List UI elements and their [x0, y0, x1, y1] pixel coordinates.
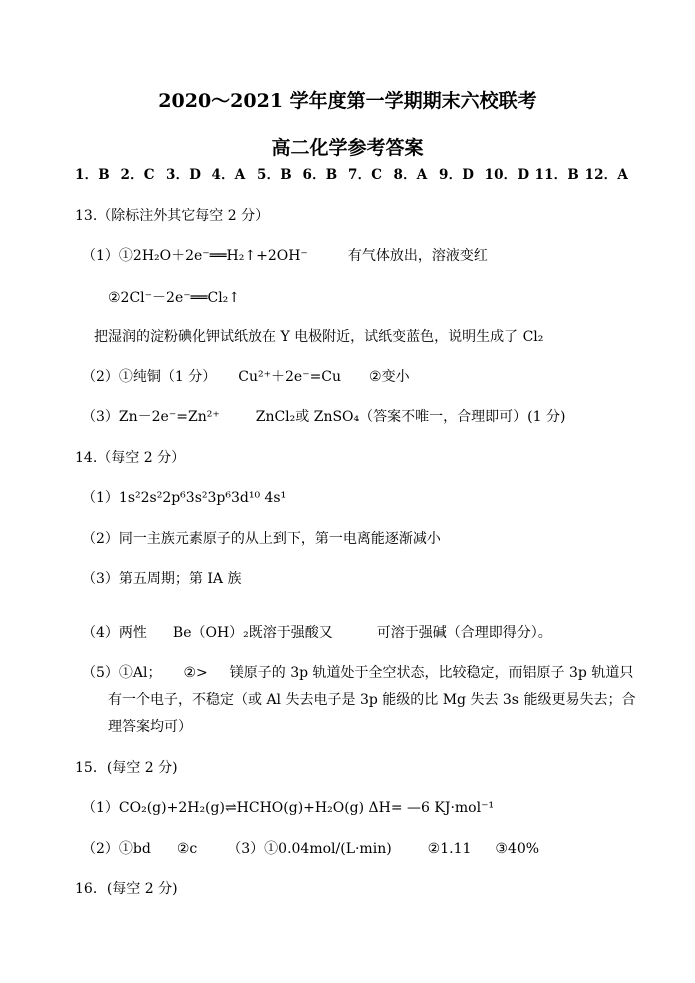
answer-12: 12．A [584, 167, 629, 183]
q14-p5-a: （5）①Al； [82, 665, 162, 681]
q13-part1-line2: ②2Cl⁻－2e⁻══Cl₂↑ [108, 290, 241, 306]
q13-p2-a: （2）①纯铜（1 分） [82, 369, 217, 385]
q13-p3-a: （3）Zn－2e⁻=Zn²⁺ [82, 409, 220, 425]
q16-header: 16．(每空 2 分) [75, 881, 178, 897]
q14-part5-line1 [82, 663, 635, 683]
q14-p4-b: Be（OH）₂既溶于强酸又 [172, 625, 333, 641]
document-title: 2020～2021 学年度第一学期期末六校联考 [158, 90, 537, 112]
answer-1: 1．B [75, 167, 110, 183]
q14-header: 14.（每空 2 分） [75, 450, 186, 466]
q13-part2 [82, 367, 635, 387]
q14-p4-c: 可溶于强碱（合理即得分）。 [376, 625, 552, 641]
q14-part1: （1）1s²2s²2p⁶3s²3p⁶3d¹⁰ 4s¹ [82, 490, 287, 506]
answer-7: 7．C [348, 167, 383, 183]
q14-part5-line3: 理答案均可） [108, 719, 192, 735]
q14-part5-line2: 有一个电子，不稳定（或 Al 失去电子是 3p 能级的比 Mg 失去 3s 能级更易失去；合 [108, 692, 636, 708]
answer-6: 6．B [302, 167, 338, 183]
q13-p2-c: ②变小 [369, 369, 410, 385]
q13-header: 13.（除标注外其它每空 2 分） [75, 208, 270, 224]
q13-p3-b: ZnCl₂或 ZnSO₄（答案不唯一，合理即可）(1 分) [255, 409, 566, 425]
answer-9: 9．D [439, 167, 475, 183]
q14-p5-c: 镁原子的 3p 轨道处于全空状态，比较稳定，而铝原子 3p 轨道只 [229, 665, 634, 681]
q15-p2-a: （2）①bd [82, 841, 151, 857]
q15-header: 15．(每空 2 分) [75, 760, 178, 776]
q14-part4 [82, 623, 635, 643]
q14-p5-b: ②> [183, 665, 208, 681]
answer-2: 2．C [120, 167, 155, 183]
document-subtitle: 高二化学参考答案 [271, 137, 424, 159]
choice-answers-row [75, 165, 635, 185]
q13-part1-line1 [82, 246, 635, 266]
answer-3: 3．D [166, 167, 202, 183]
q15-p2-b: ②c [176, 841, 198, 857]
q15-p3-a: （3）①0.04mol/(L·min) [227, 841, 392, 857]
q14-p4-a: （4）两性 [82, 625, 147, 641]
answer-10: 10．D [484, 167, 530, 183]
q15-p3-b: ②1.11 [427, 841, 472, 857]
answer-11: 11．B [534, 167, 579, 183]
q13-p1-equation: （1）①2H₂O＋2e⁻══H₂↑+2OH⁻ [82, 248, 308, 264]
q14-part2: （2）同一主族元素原子的从上到下，第一电离能逐渐减小 [82, 531, 441, 547]
q13-p1-observation: 有气体放出，溶液变红 [347, 248, 488, 264]
q13-part3 [82, 407, 635, 427]
q15-part1: （1）CO₂(g)+2H₂(g)⇌HCHO(g)+H₂O(g) ΔH= —6 KJ·mol⁻¹ [82, 800, 495, 816]
q14-part3: （3）第五周期；第 IA 族 [82, 571, 242, 587]
q13-p2-b: Cu²⁺＋2e⁻=Cu [238, 369, 342, 385]
answer-8: 8．A [393, 167, 428, 183]
q15-part2-3 [82, 839, 635, 859]
answer-4: 4．A [211, 167, 246, 183]
q13-part1-line3: 把湿润的淀粉碘化钾试纸放在 Y 电极附近，试纸变蓝色，说明生成了 Cl₂ [94, 329, 544, 345]
answer-5: 5．B [257, 167, 292, 183]
q15-p3-c: ③40% [495, 841, 540, 857]
